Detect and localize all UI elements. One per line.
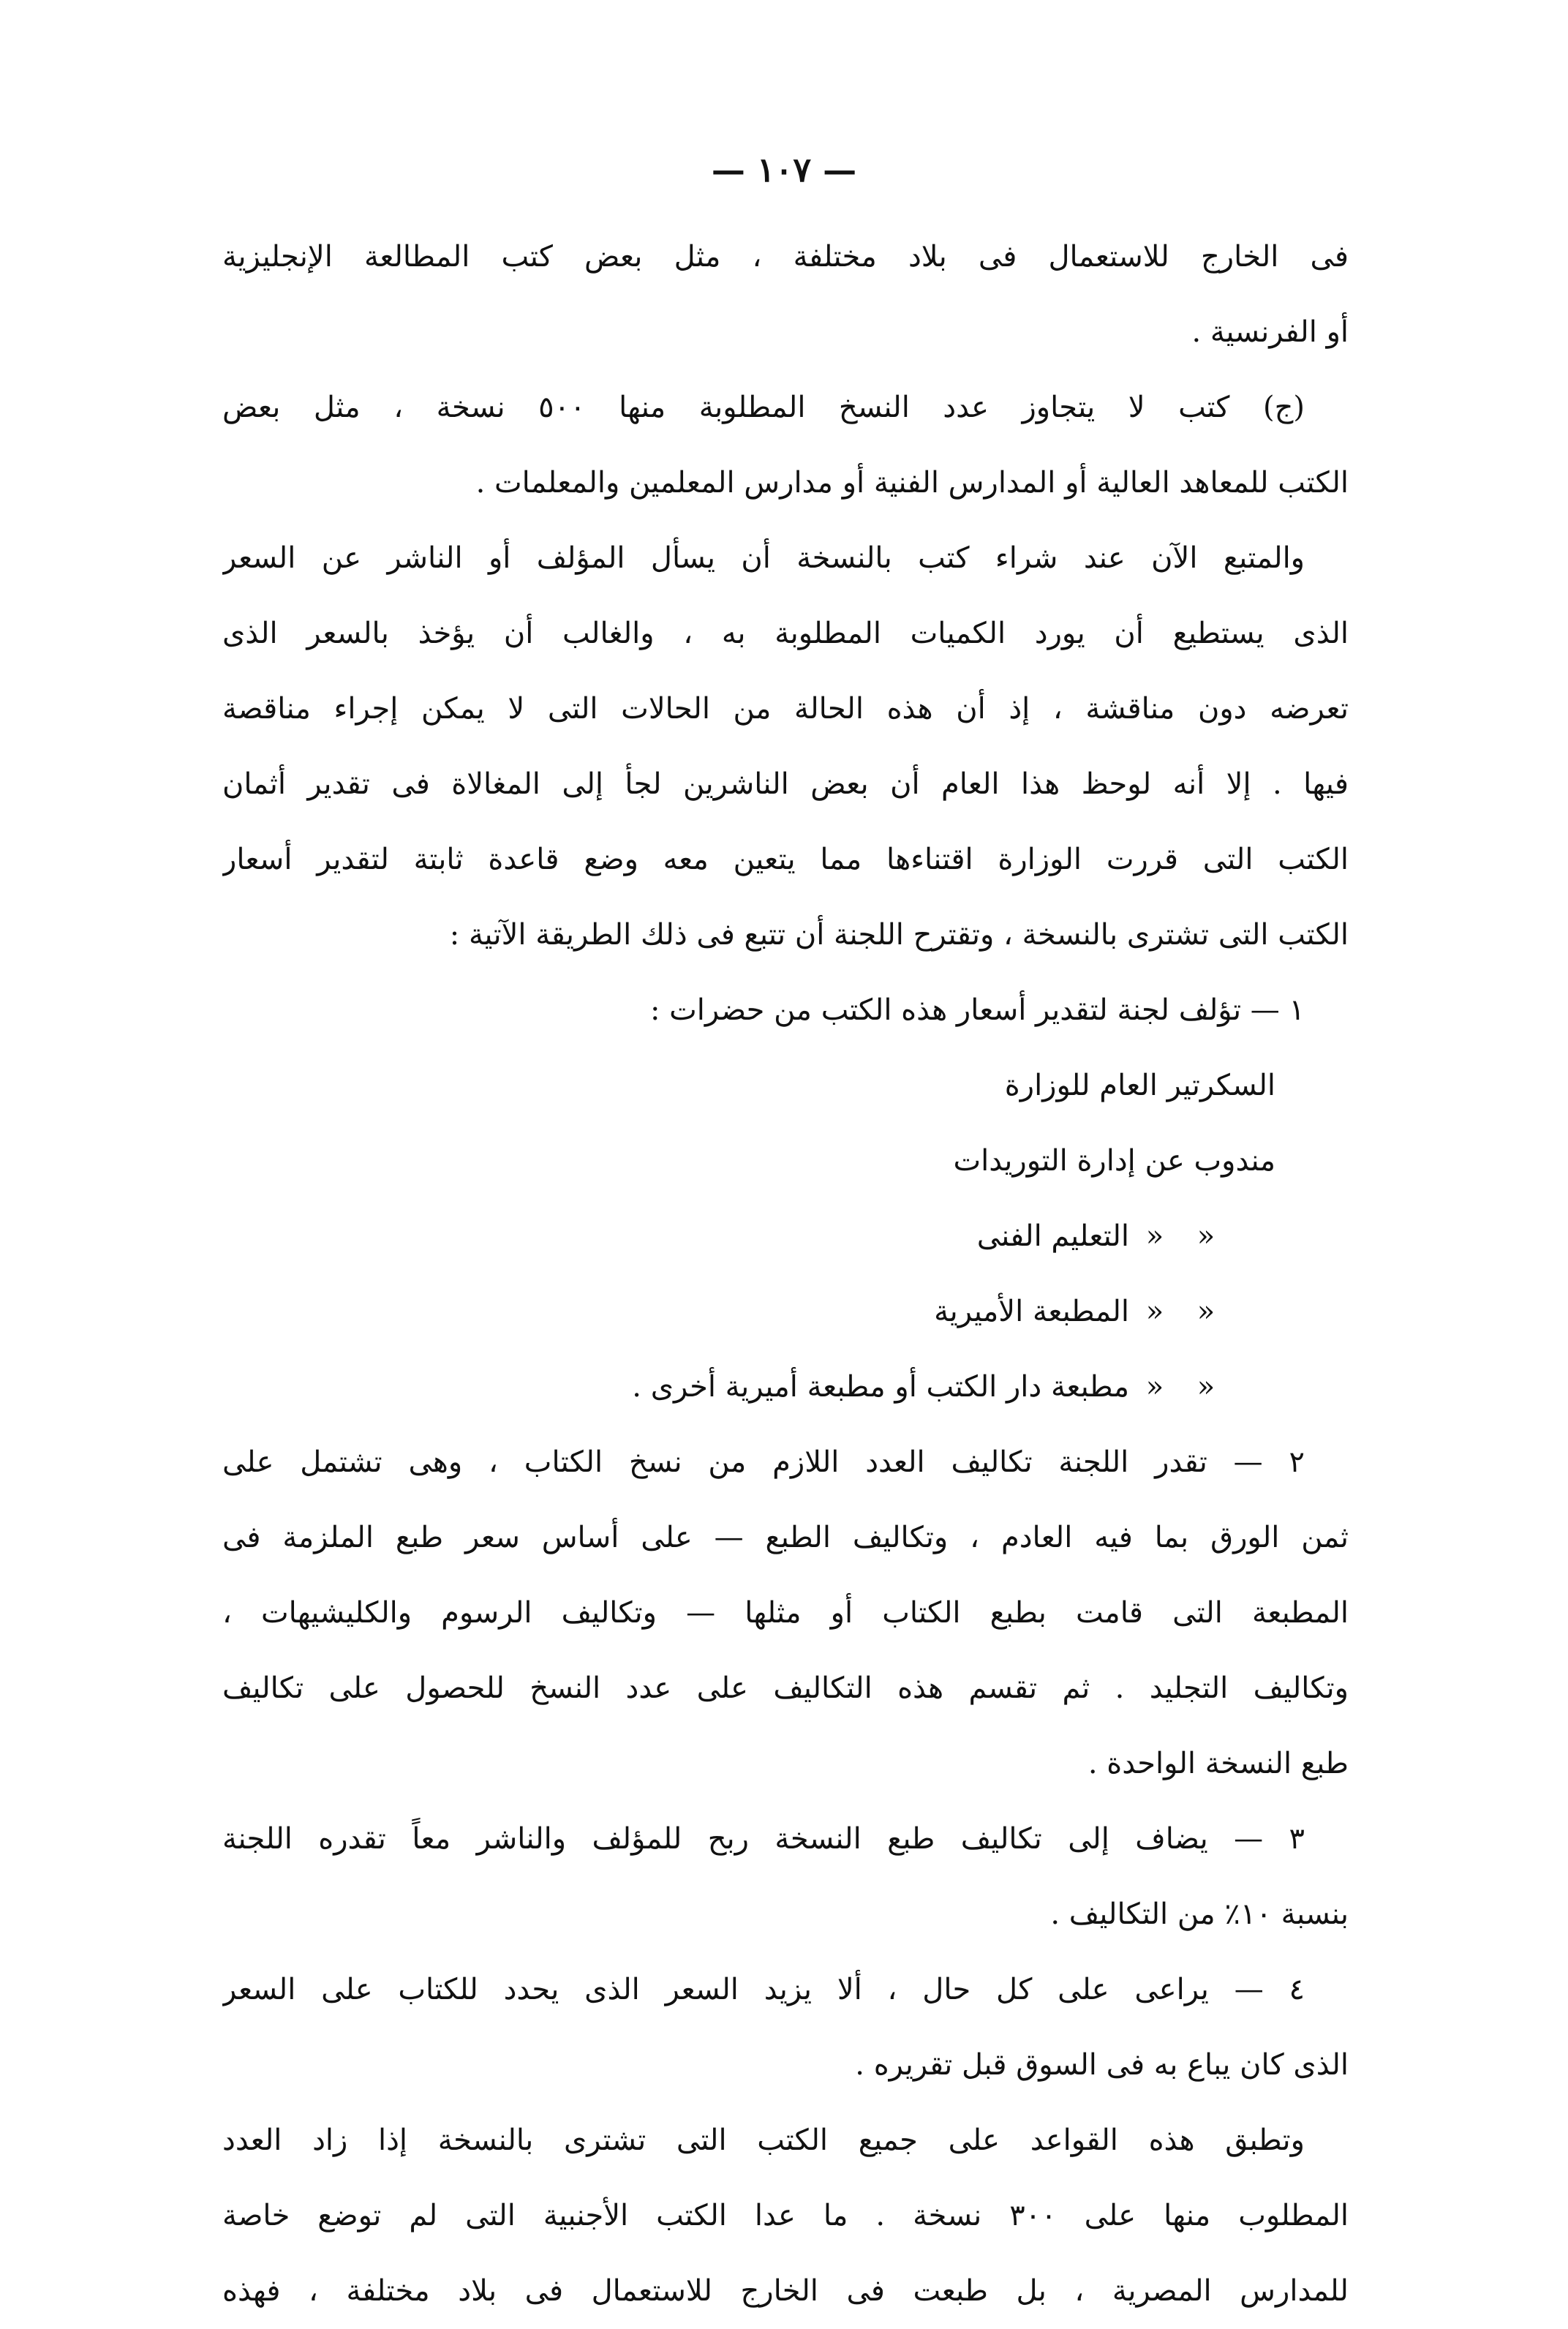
committee-member: مطبعة دار الكتب أو مطبعة أميرية أخرى . — [632, 1370, 1129, 1404]
ditto-mark: « — [1196, 1295, 1215, 1328]
text-line: ٢ — تقدر اللجنة تكاليف العدد اللازم من نسخ الكتاب ، وهى تشتمل على — [222, 1445, 1305, 1479]
ditto-mark: « — [1145, 1295, 1164, 1328]
text-line: الكتب التى تشترى بالنسخة ، وتقترح اللجنة أن تتبع فى ذلك الطريقة الآتية : — [449, 918, 1349, 952]
text-line: ٣ — يضاف إلى تكاليف طبع النسخة ربح للمؤلف والناشر معاً تقدره اللجنة — [222, 1822, 1305, 1856]
committee-member: مندوب عن إدارة التوريدات — [953, 1144, 1275, 1178]
committee-member-row — [222, 1350, 1349, 1425]
committee-member: التعليم الفنى — [976, 1219, 1129, 1253]
text-line: ثمن الورق بما فيه العادم ، وتكاليف الطبع — على أساس سعر طبع الملزمة فى — [222, 1521, 1349, 1554]
text-line: الذى كان يباع به فى السوق قبل تقريره . — [855, 2048, 1349, 2082]
ditto-mark: « — [1196, 1370, 1215, 1404]
page-number: — ١٠٧ — — [711, 150, 857, 189]
text-line: تعرضه دون مناقشة ، إذ أن هذه الحالة من الحالات التى لا يمكن إجراء مناقصة — [222, 692, 1349, 726]
text-line: المطبعة التى قامت بطبع الكتاب أو مثلها — وتكاليف الرسوم والكليشيهات ، — [222, 1596, 1349, 1630]
ditto-mark: « — [1145, 1219, 1164, 1253]
text-line: وتطبق هذه القواعد على جميع الكتب التى تشترى بالنسخة إذا زاد العدد — [222, 2123, 1305, 2157]
text-line: فى الخارج للاستعمال فى بلاد مختلفة ، مثل بعض كتب المطالعة الإنجليزية — [222, 240, 1349, 274]
text-line: بنسبة ١٠٪ من التكاليف . — [1050, 1897, 1349, 1931]
text-line: أو الفرنسية . — [1191, 315, 1349, 349]
text-line: ٤ — يراعى على كل حال ، ألا يزيد السعر الذى يحدد للكتاب على السعر — [222, 1973, 1305, 2006]
committee-intro: ١ — تؤلف لجنة لتقدير أسعار هذه الكتب من حضرات : — [649, 993, 1305, 1027]
committee-member-row — [222, 1274, 1349, 1350]
ditto-mark: « — [1145, 1370, 1164, 1404]
committee-member-row — [222, 1199, 1349, 1274]
text-line: للمدارس المصرية ، بل طبعت فى الخارج للاستعمال فى بلاد مختلفة ، فهذه — [222, 2274, 1349, 2308]
text-line: والمتبع الآن عند شراء كتب بالنسخة أن يسأل المؤلف أو الناشر عن السعر — [222, 541, 1305, 575]
text-line: المطلوب منها على ٣٠٠ نسخة . ما عدا الكتب الأجنبية التى لم توضع خاصة — [222, 2199, 1349, 2232]
text-line: الكتب التى قررت الوزارة اقتناءها مما يتعين معه وضع قاعدة ثابتة لتقدير أسعار — [222, 843, 1349, 876]
ditto-mark: « — [1196, 1219, 1215, 1253]
body-text — [222, 219, 1349, 2329]
text-line: وتكاليف التجليد . ثم تقسم هذه التكاليف على عدد النسخ للحصول على تكاليف — [222, 1671, 1349, 1705]
text-line: طبع النسخة الواحدة . — [1088, 1747, 1349, 1780]
text-line: الذى يستطيع أن يورد الكميات المطلوبة به ، والغالب أن يؤخذ بالسعر الذى — [222, 617, 1349, 650]
committee-member: المطبعة الأميرية — [934, 1295, 1129, 1328]
text-line: فيها . إلا أنه لوحظ هذا العام أن بعض الناشرين لجأ إلى المغالاة فى تقدير أثمان — [222, 767, 1349, 801]
text-line: (ج) كتب لا يتجاوز عدد النسخ المطلوبة منها ٥٠٠ نسخة ، مثل بعض — [222, 391, 1305, 424]
text-line: الكتب للمعاهد العالية أو المدارس الفنية أو مدارس المعلمين والمعلمات . — [475, 466, 1349, 500]
committee-member: السكرتير العام للوزارة — [1004, 1069, 1275, 1102]
